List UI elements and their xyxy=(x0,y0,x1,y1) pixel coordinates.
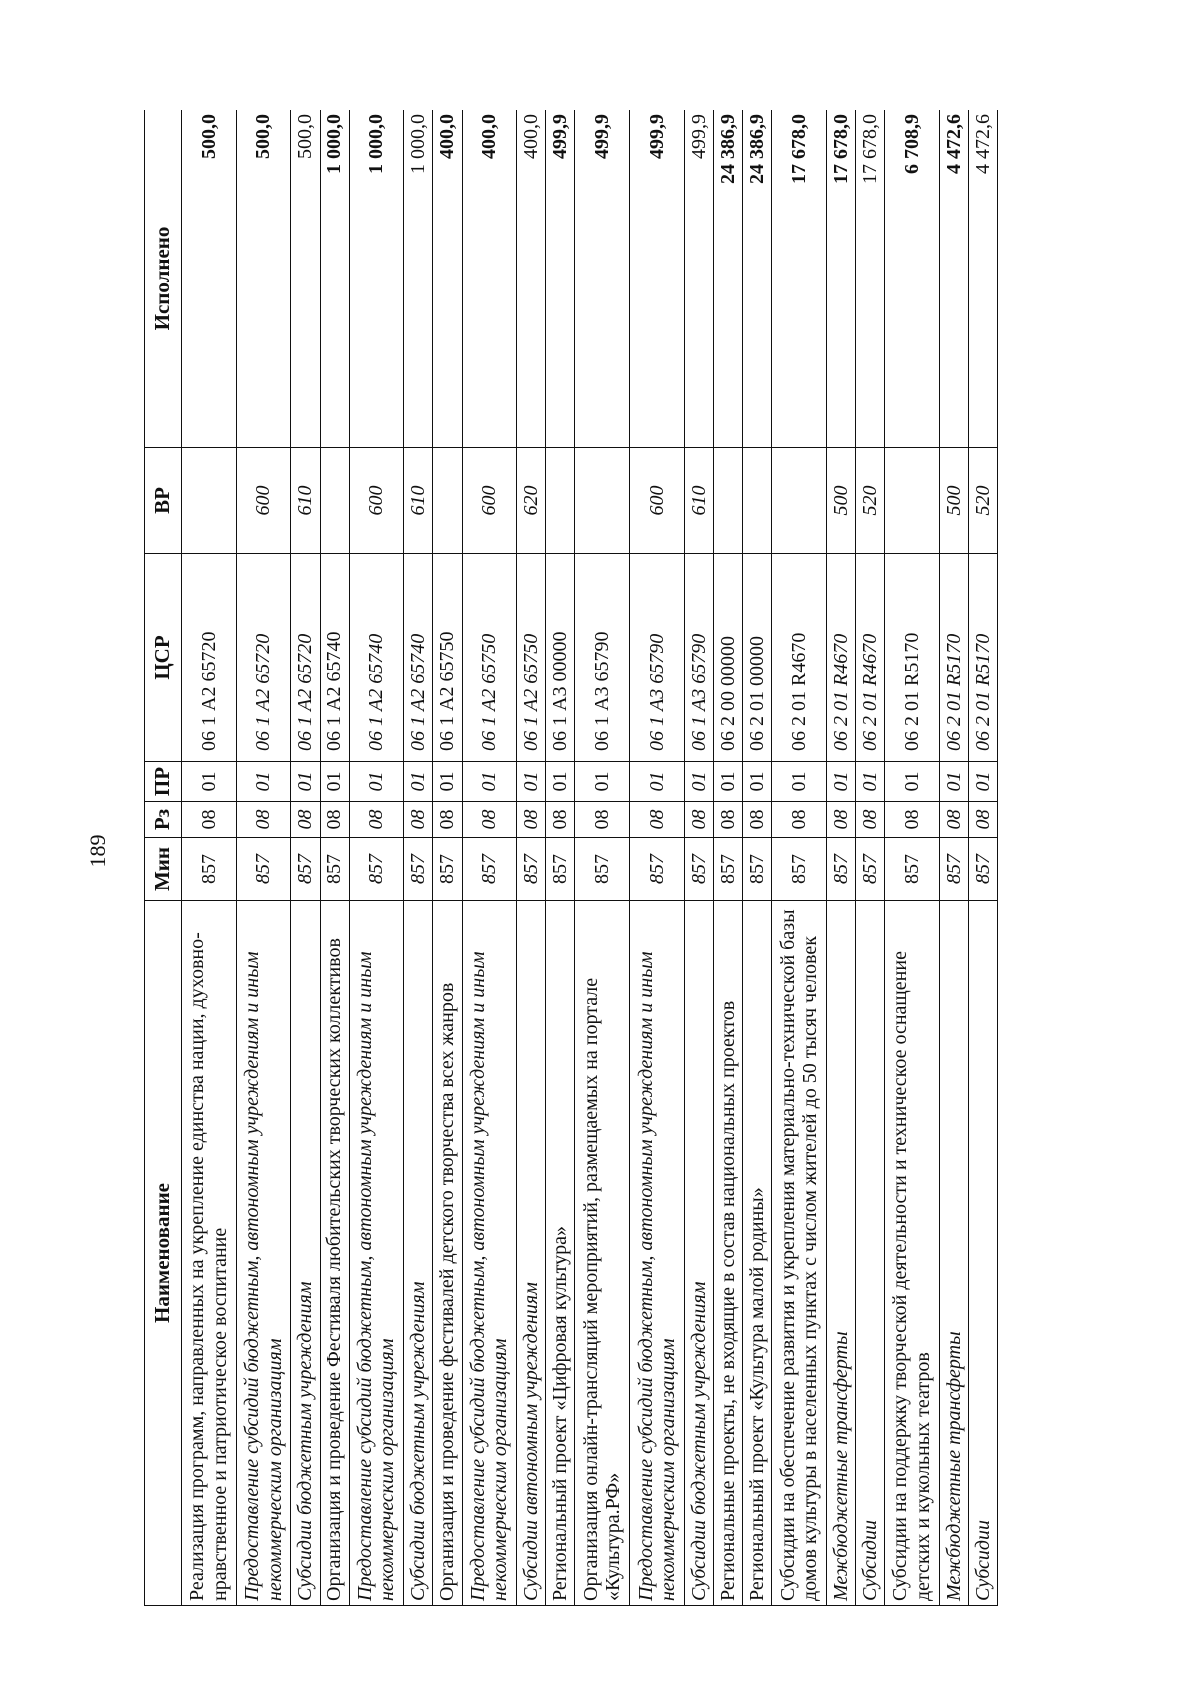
cell-name: Субсидии на поддержку творческой деятельности и техническое оснащение детских и кукольных театров xyxy=(885,901,940,1606)
cell-pr: 01 xyxy=(885,762,940,802)
cell-csr: 06 2 01 R5170 xyxy=(885,554,940,762)
cell-rz: 08 xyxy=(684,802,713,838)
table-row xyxy=(575,110,630,1606)
cell-min: 857 xyxy=(291,838,320,901)
cell-amount: 17 678,0 xyxy=(772,110,827,448)
cell-pr: 01 xyxy=(826,762,855,802)
cell-vr xyxy=(182,448,237,554)
cell-rz: 08 xyxy=(743,802,772,838)
cell-vr: 600 xyxy=(630,448,685,554)
cell-amount: 499,9 xyxy=(630,110,685,448)
cell-vr: 600 xyxy=(349,448,404,554)
cell-amount: 1 000,0 xyxy=(349,110,404,448)
table-row xyxy=(546,110,575,1606)
cell-name: Субсидии бюджетным учреждениям xyxy=(404,901,433,1606)
cell-min: 857 xyxy=(236,838,291,901)
cell-amount: 400,0 xyxy=(433,110,462,448)
cell-rz: 08 xyxy=(630,802,685,838)
cell-min: 857 xyxy=(885,838,940,901)
cell-rz: 08 xyxy=(349,802,404,838)
cell-vr xyxy=(743,448,772,554)
cell-vr: 610 xyxy=(291,448,320,554)
cell-min: 857 xyxy=(433,838,462,901)
cell-csr: 06 1 А2 65750 xyxy=(462,554,517,762)
cell-name: Межбюджетные трансферты xyxy=(939,901,968,1606)
cell-pr: 01 xyxy=(182,762,237,802)
cell-rz: 08 xyxy=(939,802,968,838)
cell-vr xyxy=(713,448,742,554)
cell-name: Региональные проекты, не входящие в состав национальных проектов xyxy=(713,901,742,1606)
cell-name: Субсидии на обеспечение развития и укрепления материально-технической базы домов культуры в населенных пунктах с числом жителей до 50 тысяч человек xyxy=(772,901,827,1606)
cell-amount: 24 386,9 xyxy=(713,110,742,448)
cell-name: Предоставление субсидий бюджетным, автономным учреждениям и иным некоммерческим организациям xyxy=(630,901,685,1606)
cell-vr: 520 xyxy=(968,448,997,554)
cell-pr: 01 xyxy=(546,762,575,802)
cell-csr: 06 1 А3 65790 xyxy=(684,554,713,762)
cell-pr: 01 xyxy=(349,762,404,802)
cell-amount: 400,0 xyxy=(517,110,546,448)
table-row xyxy=(404,110,433,1606)
cell-vr xyxy=(320,448,349,554)
table-row xyxy=(772,110,827,1606)
header-name: Наименование xyxy=(145,901,182,1606)
cell-csr: 06 1 А2 65750 xyxy=(517,554,546,762)
cell-pr: 01 xyxy=(855,762,884,802)
cell-name: Региональный проект «Цифровая культура» xyxy=(546,901,575,1606)
cell-csr: 06 1 А2 65720 xyxy=(182,554,237,762)
cell-amount: 24 386,9 xyxy=(743,110,772,448)
cell-min: 857 xyxy=(713,838,742,901)
cell-pr: 01 xyxy=(630,762,685,802)
cell-csr: 06 1 А2 65740 xyxy=(404,554,433,762)
table-header-row xyxy=(145,110,182,1606)
table-row xyxy=(236,110,291,1606)
cell-rz: 08 xyxy=(885,802,940,838)
table-row xyxy=(684,110,713,1606)
cell-min: 857 xyxy=(349,838,404,901)
cell-rz: 08 xyxy=(517,802,546,838)
cell-name: Предоставление субсидий бюджетным, автономным учреждениям и иным некоммерческим организациям xyxy=(462,901,517,1606)
table-row xyxy=(182,110,237,1606)
cell-min: 857 xyxy=(939,838,968,901)
table-row xyxy=(349,110,404,1606)
cell-name: Организация и проведение фестивалей детского творчества всех жанров xyxy=(433,901,462,1606)
cell-name: Организация онлайн-трансляций мероприятий, размещаемых на портале «Культура.РФ» xyxy=(575,901,630,1606)
cell-pr: 01 xyxy=(684,762,713,802)
cell-pr: 01 xyxy=(236,762,291,802)
cell-vr: 500 xyxy=(939,448,968,554)
cell-min: 857 xyxy=(855,838,884,901)
cell-min: 857 xyxy=(517,838,546,901)
cell-vr: 620 xyxy=(517,448,546,554)
cell-name: Предоставление субсидий бюджетным, автономным учреждениям и иным некоммерческим организациям xyxy=(349,901,404,1606)
cell-amount: 6 708,9 xyxy=(885,110,940,448)
cell-pr: 01 xyxy=(404,762,433,802)
cell-amount: 1 000,0 xyxy=(404,110,433,448)
cell-amount: 4 472,6 xyxy=(939,110,968,448)
cell-min: 857 xyxy=(968,838,997,901)
cell-csr: 06 1 А3 65790 xyxy=(630,554,685,762)
cell-amount: 1 000,0 xyxy=(320,110,349,448)
table-row xyxy=(713,110,742,1606)
cell-pr: 01 xyxy=(517,762,546,802)
cell-csr: 06 2 01 R4670 xyxy=(826,554,855,762)
cell-rz: 08 xyxy=(968,802,997,838)
cell-min: 857 xyxy=(320,838,349,901)
cell-rz: 08 xyxy=(546,802,575,838)
table-row xyxy=(517,110,546,1606)
cell-name: Субсидии xyxy=(855,901,884,1606)
cell-csr: 06 1 А3 65790 xyxy=(575,554,630,762)
cell-min: 857 xyxy=(182,838,237,901)
cell-pr: 01 xyxy=(968,762,997,802)
cell-csr: 06 1 А3 00000 xyxy=(546,554,575,762)
cell-vr xyxy=(575,448,630,554)
cell-vr: 610 xyxy=(404,448,433,554)
header-csr: ЦСР xyxy=(145,554,182,762)
cell-vr: 520 xyxy=(855,448,884,554)
cell-csr: 06 2 01 R4670 xyxy=(772,554,827,762)
header-min: Мин xyxy=(145,838,182,901)
header-vr: ВР xyxy=(145,448,182,554)
cell-vr: 500 xyxy=(826,448,855,554)
cell-vr xyxy=(885,448,940,554)
cell-amount: 4 472,6 xyxy=(968,110,997,448)
cell-pr: 01 xyxy=(575,762,630,802)
cell-vr: 600 xyxy=(236,448,291,554)
cell-rz: 08 xyxy=(433,802,462,838)
rotated-table-frame xyxy=(144,110,998,1606)
cell-rz: 08 xyxy=(182,802,237,838)
cell-min: 857 xyxy=(826,838,855,901)
cell-csr: 06 2 01 00000 xyxy=(743,554,772,762)
cell-amount: 17 678,0 xyxy=(826,110,855,448)
page-number: 189 xyxy=(85,834,110,868)
cell-min: 857 xyxy=(575,838,630,901)
cell-pr: 01 xyxy=(462,762,517,802)
cell-pr: 01 xyxy=(433,762,462,802)
table-row xyxy=(433,110,462,1606)
cell-amount: 500,0 xyxy=(236,110,291,448)
table-body xyxy=(182,110,998,1606)
table-row xyxy=(826,110,855,1606)
cell-amount: 400,0 xyxy=(462,110,517,448)
cell-pr: 01 xyxy=(743,762,772,802)
cell-amount: 500,0 xyxy=(291,110,320,448)
cell-pr: 01 xyxy=(772,762,827,802)
cell-name: Межбюджетные трансферты xyxy=(826,901,855,1606)
table-row xyxy=(968,110,997,1606)
cell-vr xyxy=(433,448,462,554)
cell-name: Субсидии бюджетным учреждениям xyxy=(291,901,320,1606)
table-row xyxy=(320,110,349,1606)
cell-csr: 06 2 01 R5170 xyxy=(939,554,968,762)
header-rz: Рз xyxy=(145,802,182,838)
cell-vr xyxy=(772,448,827,554)
cell-rz: 08 xyxy=(713,802,742,838)
cell-min: 857 xyxy=(630,838,685,901)
cell-min: 857 xyxy=(462,838,517,901)
cell-min: 857 xyxy=(772,838,827,901)
cell-name: Реализация программ, направленных на укрепление единства нации, духовно-нравственное и патриотическое воспитание xyxy=(182,901,237,1606)
cell-csr: 06 1 А2 65720 xyxy=(236,554,291,762)
cell-rz: 08 xyxy=(826,802,855,838)
cell-min: 857 xyxy=(684,838,713,901)
cell-amount: 499,9 xyxy=(684,110,713,448)
table-row xyxy=(743,110,772,1606)
cell-pr: 01 xyxy=(713,762,742,802)
cell-min: 857 xyxy=(546,838,575,901)
table-row xyxy=(939,110,968,1606)
header-amount: Исполнено xyxy=(145,110,182,448)
cell-vr: 610 xyxy=(684,448,713,554)
cell-name: Субсидии xyxy=(968,901,997,1606)
cell-name: Предоставление субсидий бюджетным, автономным учреждениям и иным некоммерческим организациям xyxy=(236,901,291,1606)
cell-vr: 600 xyxy=(462,448,517,554)
cell-name: Организация и проведение Фестиваля любительских творческих коллективов xyxy=(320,901,349,1606)
cell-rz: 08 xyxy=(772,802,827,838)
cell-rz: 08 xyxy=(291,802,320,838)
cell-vr xyxy=(546,448,575,554)
cell-min: 857 xyxy=(743,838,772,901)
cell-csr: 06 2 01 R5170 xyxy=(968,554,997,762)
cell-min: 857 xyxy=(404,838,433,901)
cell-rz: 08 xyxy=(462,802,517,838)
cell-csr: 06 2 00 00000 xyxy=(713,554,742,762)
cell-csr: 06 1 А2 65750 xyxy=(433,554,462,762)
cell-amount: 499,9 xyxy=(575,110,630,448)
cell-rz: 08 xyxy=(855,802,884,838)
budget-table xyxy=(144,110,998,1606)
cell-rz: 08 xyxy=(236,802,291,838)
table-row xyxy=(462,110,517,1606)
cell-amount: 17 678,0 xyxy=(855,110,884,448)
cell-csr: 06 1 А2 65740 xyxy=(349,554,404,762)
budget-table-container xyxy=(144,110,998,1606)
cell-amount: 500,0 xyxy=(182,110,237,448)
cell-rz: 08 xyxy=(575,802,630,838)
table-row xyxy=(291,110,320,1606)
cell-name: Субсидии бюджетным учреждениям xyxy=(684,901,713,1606)
header-pr: ПР xyxy=(145,762,182,802)
table-row xyxy=(855,110,884,1606)
cell-name: Субсидии автономным учреждениям xyxy=(517,901,546,1606)
cell-pr: 01 xyxy=(939,762,968,802)
table-row xyxy=(885,110,940,1606)
table-row xyxy=(630,110,685,1606)
cell-name: Региональный проект «Культура малой родины» xyxy=(743,901,772,1606)
cell-rz: 08 xyxy=(404,802,433,838)
cell-pr: 01 xyxy=(320,762,349,802)
cell-amount: 499,9 xyxy=(546,110,575,448)
cell-csr: 06 2 01 R4670 xyxy=(855,554,884,762)
cell-csr: 06 1 А2 65720 xyxy=(291,554,320,762)
cell-csr: 06 1 А2 65740 xyxy=(320,554,349,762)
cell-pr: 01 xyxy=(291,762,320,802)
cell-rz: 08 xyxy=(320,802,349,838)
